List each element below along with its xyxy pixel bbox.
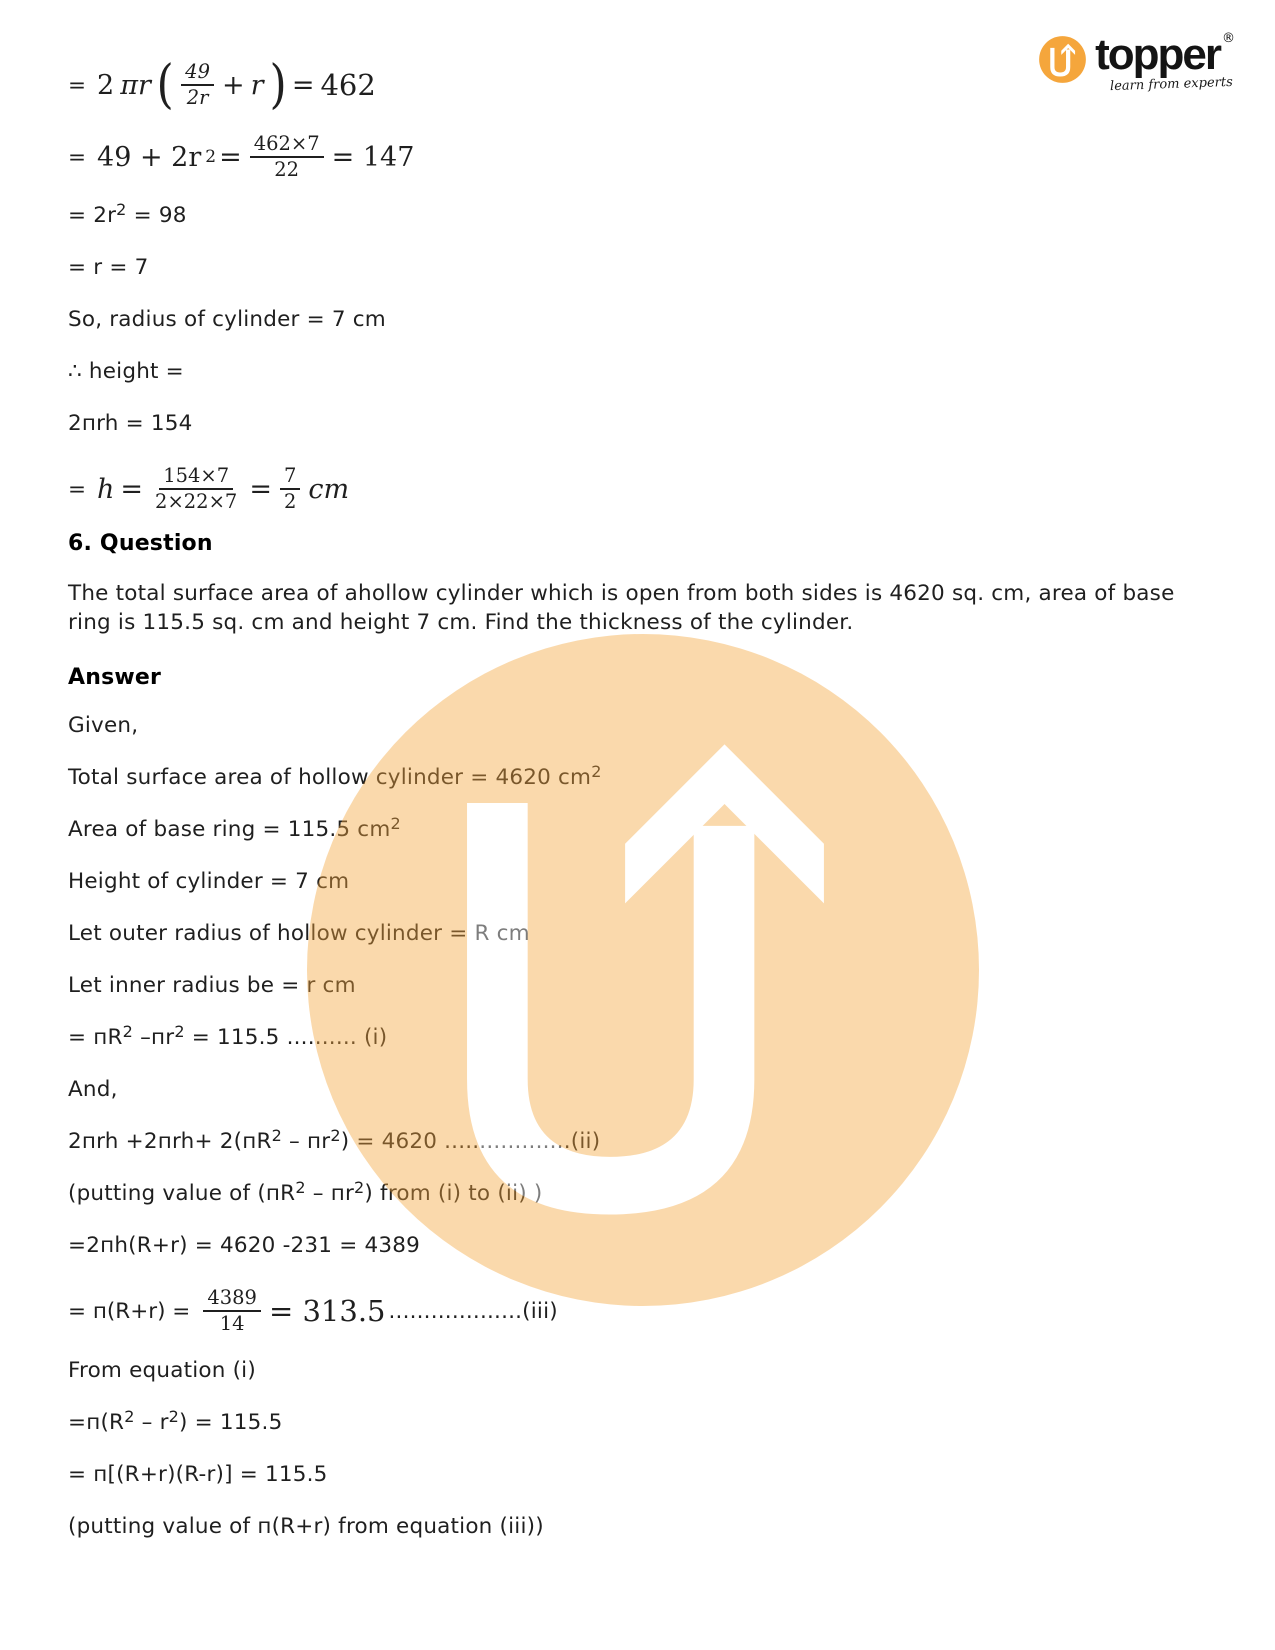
topper-logo (1039, 30, 1235, 94)
line-r2-minus-r2: $=п(R^2 - r^2) = 115.5$ (68, 1407, 283, 1435)
open-paren: ( (156, 54, 174, 115)
line-equation-i: = $пR^2$ $-пr^2 = 115.5$ .......... (i) (68, 1022, 388, 1050)
line-base-ring-area: Area of base ring = 115.5 $cm^2$ (68, 814, 401, 842)
fraction: $\frac{7}{2}$ (280, 465, 300, 514)
equation-ref: (iii) (522, 1298, 558, 1324)
line-given: Given, (68, 713, 139, 738)
line-outer-radius: Let outer radius of hollow cylinder = R cm (68, 921, 530, 946)
equation-2pir: = 2 πr ( $\frac{49}{2r}$ + r ) = 462 (68, 54, 376, 115)
line-brackets: = п[(R+r)(R-r)] = 115.5 (68, 1462, 328, 1487)
brand-tagline: learn from experts (1109, 74, 1234, 94)
registered-mark-icon: ® (1222, 31, 1235, 46)
fraction: $\frac{49}{2r}$ (181, 61, 214, 110)
equation-h: = h = $\frac{154\times 7}{2\times 22\times 7}$ = $\frac{7}{2}$ cm (68, 463, 350, 513)
line-r-7: = r = 7 (68, 255, 149, 280)
line-equation-ii: $2пrh +2пrh+ 2(пR^2 - пr^2) = 4620$ ..................(ii) (68, 1126, 601, 1154)
fraction: $\frac{462\times 7}{22}$ (250, 133, 324, 182)
close-paren: ) (269, 54, 287, 115)
line-and: And, (68, 1077, 118, 1102)
line-2nh: =2пh(R+r) = 4620 -231 = 4389 (68, 1233, 420, 1258)
brand-text (1095, 30, 1235, 94)
equation-text: = (68, 72, 87, 98)
line-from-equation-i: From equation (i) (68, 1358, 256, 1383)
fraction: $\frac{4389}{14}$ (203, 1287, 261, 1336)
line-2nrh-154: 2пrh = 154 (68, 411, 193, 436)
line-cylinder-height: Height of cylinder = 7 cm (68, 869, 350, 894)
equation-49-2r2: = 49 + 2r 2 = $\frac{462\times 7}{22}$ = 147 (68, 131, 415, 181)
line-putting-iii: (putting value of п(R+r) from equation (iii)) (68, 1514, 544, 1539)
line-radius-result: So, radius of cylinder = 7 cm (68, 307, 386, 332)
equation-iii: = п(R+r) = $\frac{4389}{14}$ = 313.5 ................... (iii) (68, 1285, 558, 1335)
line-putting-i: (putting value of $(пR^2 - пr^2)$ from (i) to (ii) ) (68, 1178, 543, 1206)
line-therefore-height: ∴ height = (68, 359, 184, 384)
fraction: $\frac{154\times 7}{2\times 22\times 7}$ (155, 463, 238, 513)
solution-content (68, 54, 1208, 1564)
question-text: The total surface area of ahollow cylinder which is open from both sides is 4620 sq. cm, area of base ring is 115.5 sq. cm and height 7 cm. Find the thickness of the cylinder. (68, 581, 1175, 635)
line-2r2-98: = $2r^2 = 98$ (68, 200, 187, 228)
topper-u-arrow-icon (1039, 36, 1086, 83)
line-inner-radius: Let inner radius be = r cm (68, 973, 356, 998)
brand-wordmark: topper (1095, 30, 1220, 79)
question-heading: 6. Question (68, 531, 213, 556)
dots-leader: ................... (388, 1298, 523, 1324)
answer-heading: Answer (68, 665, 162, 690)
line-total-surface-area: Total surface area of hollow cylinder = 4620 $cm^2$ (68, 762, 602, 790)
